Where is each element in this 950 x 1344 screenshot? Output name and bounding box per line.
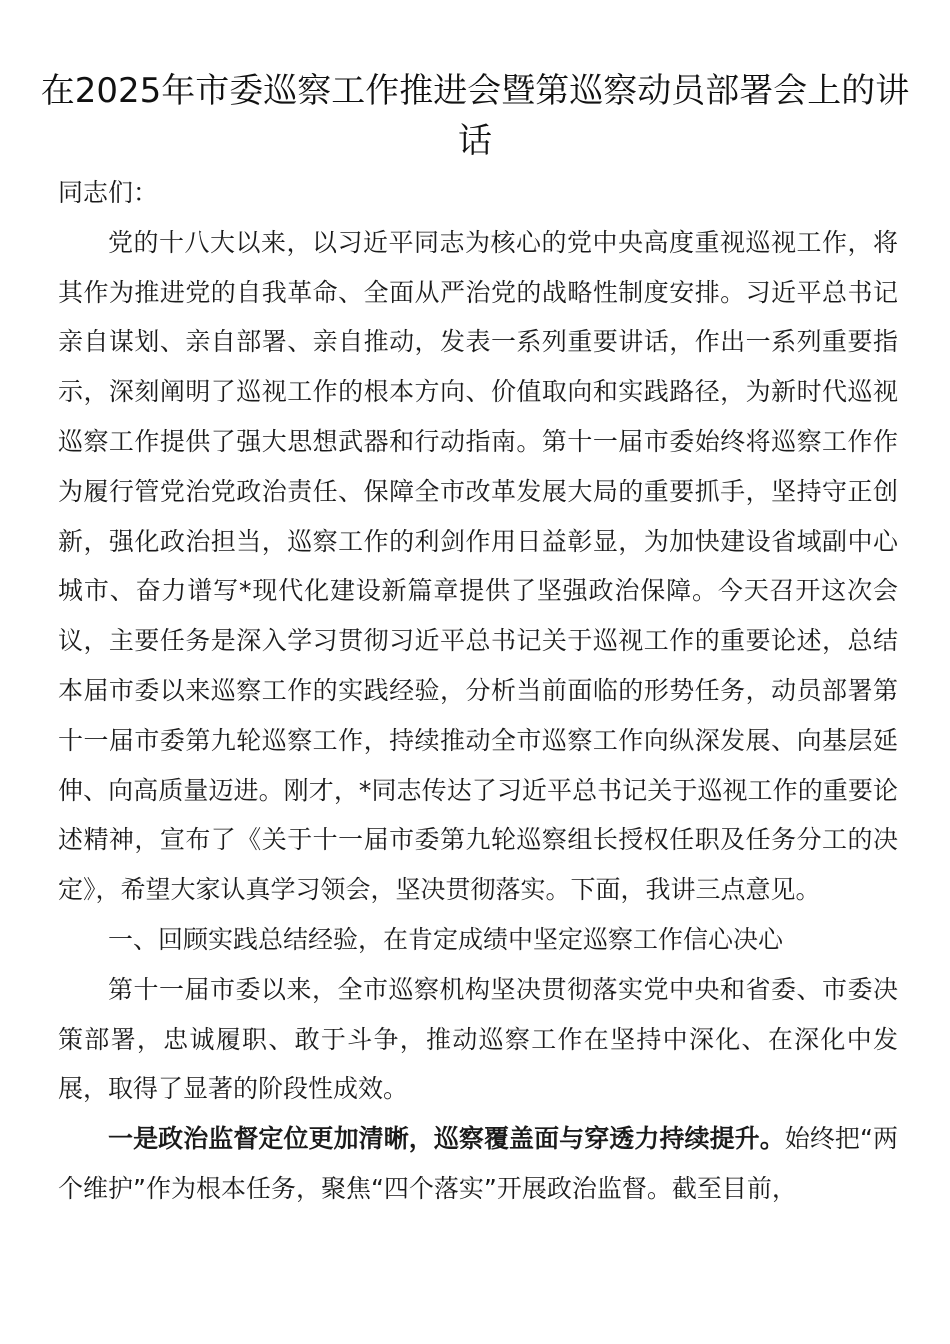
- point-1-text: 始终把“两个维护”作为根本任务，聚焦“四个落实”开展政治监督。截至目前，: [58, 1124, 898, 1203]
- paragraph-point-1: [58, 1114, 898, 1214]
- paragraph-review: 第十一届市委以来，全市巡察机构坚决贯彻落实党中央和省委、市委决策部署，忠诚履职、敢于斗争，推动巡察工作在坚持中深化、在深化中发展，取得了显著的阶段性成效。: [58, 974, 898, 1104]
- page-title: 在2025年市委巡察工作推进会暨第巡察动员部署会上的讲话: [40, 71, 910, 161]
- section-heading-1: 一、回顾实践总结经验，在肯定成绩中坚定巡察工作信心决心: [108, 924, 784, 954]
- document-body: [58, 168, 898, 1214]
- point-1-lead: 一是政治监督定位更加清晰，巡察覆盖面与穿透力持续提升。: [108, 1124, 785, 1154]
- paragraph-intro: 党的十八大以来，以习近平同志为核心的党中央高度重视巡视工作，将其作为推进党的自我革命、全面从严治党的战略性制度安排。习近平总书记亲自谋划、亲自部署、亲自推动，发表一系列重要讲话，作出一系列重要指示，深刻阐明了巡视工作的根本方向、价值取向和实践路径，为新时代巡视巡察工作提供了强大思想武器和行动指南。第十一届市委始终将巡察工作作为履行管党治党政治责任、保障全市改革发展大局的重要抓手，坚持守正创新，强化政治担当，巡察工作的利剑作用日益彰显，为加快建设省域副中心城市、奋力谱写*现代化建设新篇章提供了坚强政治保障。今天召开这次会议，主要任务是深入学习贯彻习近平总书记关于巡视工作的重要论述，总结本届市委以来巡察工作的实践经验，分析当前面临的形势任务，动员部署第十一届市委第九轮巡察工作，持续推动全市巡察工作向纵深发展、向基层延伸、向高质量迈进。刚才，*同志传达了习近平总书记关于巡视工作的重要论述精神，宣布了《关于十一届市委第九轮巡察组长授权任职及任务分工的决定》，希望大家认真学习领会，坚决贯彻落实。下面，我讲三点意见。: [58, 227, 898, 905]
- salutation: 同志们：: [58, 178, 159, 207]
